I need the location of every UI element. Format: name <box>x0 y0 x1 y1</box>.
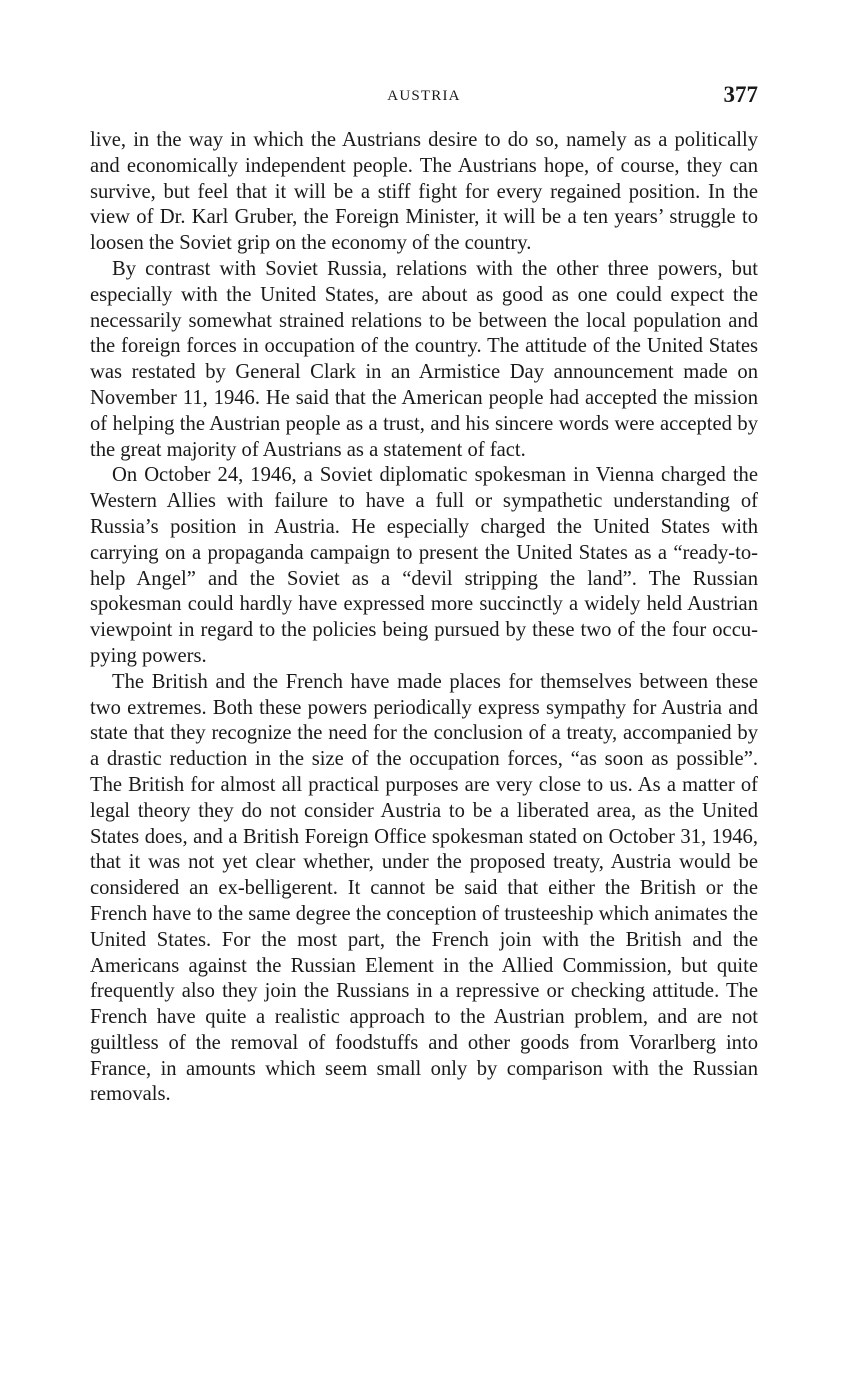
body-text <box>90 128 758 1108</box>
page-number: 377 <box>723 82 758 107</box>
paragraph-continuation: live, in the way in which the Austrians desire to do so, namely as a politically and economically independent people. The Austrians hope, of course, they can survive, but feel that it will be a stiff fight for every regained position. In the view of Dr. Karl Gruber, the Foreign Minister, it will be a ten years’ struggle to loosen the Soviet grip on the economy of the country. <box>90 129 758 255</box>
running-head <box>90 84 758 114</box>
paragraph-relations: By contrast with Soviet Russia, relations with the other three powers, but especially with the United States, are about as good as one could expect the necessarily somewhat strained relations to be between the local population and the foreign forces in occupation of the country. The attitude of the United States was restated by General Clark in an Armistice Day announcement made on November 11, 1946. He said that the American people had accepted the mission of helping the Austrian people as a trust, and his sincere words were accepted by the great majority of Austrians as a statement of fact. <box>90 257 758 461</box>
paragraph-soviet-spokesman: On October 24, 1946, a Soviet diplomatic spokesman in Vienna charged the Western Allies with failure to have a full or sympathetic understanding of Russia’s position in Austria. He especially charged the United States with carrying on a propaganda campaign to present the United States as a “ready-to-help Angel” and the Soviet as a “devil stripping the land”. The Russian spokesman could hardly have expressed more succinctly a widely held Austrian viewpoint in regard to the policies being pursued by these two of the four occupying powers. <box>90 464 758 667</box>
section-title: AUSTRIA <box>387 88 461 104</box>
paragraph-british-french: The British and the French have made places for themselves between these two extremes. Both these powers periodically express sympathy for Austria and state that they recognize the need for the conclusion of a treaty, accompanied by a drastic reduction in the size of the occupation forces, “as soon as possible”. The British for almost all practical purposes are very close to us. As a matter of legal theory they do not consider Austria to be a liberated area, as the United States does, and a British Foreign Office spokesman stated on October 31, 1946, that it was not yet clear whether, under the proposed treaty, Austria would be considered an ex-belligerent. It cannot be said that either the British or the French have to the same degree the conception of trusteeship which animates the United States. For the most part, the French join with the British and the Americans against the Russian Element in the Allied Commission, but quite frequently also they join the Russians in a repressive or checking attitude. The French have quite a realistic approach to the Austrian problem, and are not guiltless of the removal of foodstuffs and other goods from Vorarlberg into France, in amounts which seem small only by comparison with the Russian removals. <box>90 670 758 1106</box>
